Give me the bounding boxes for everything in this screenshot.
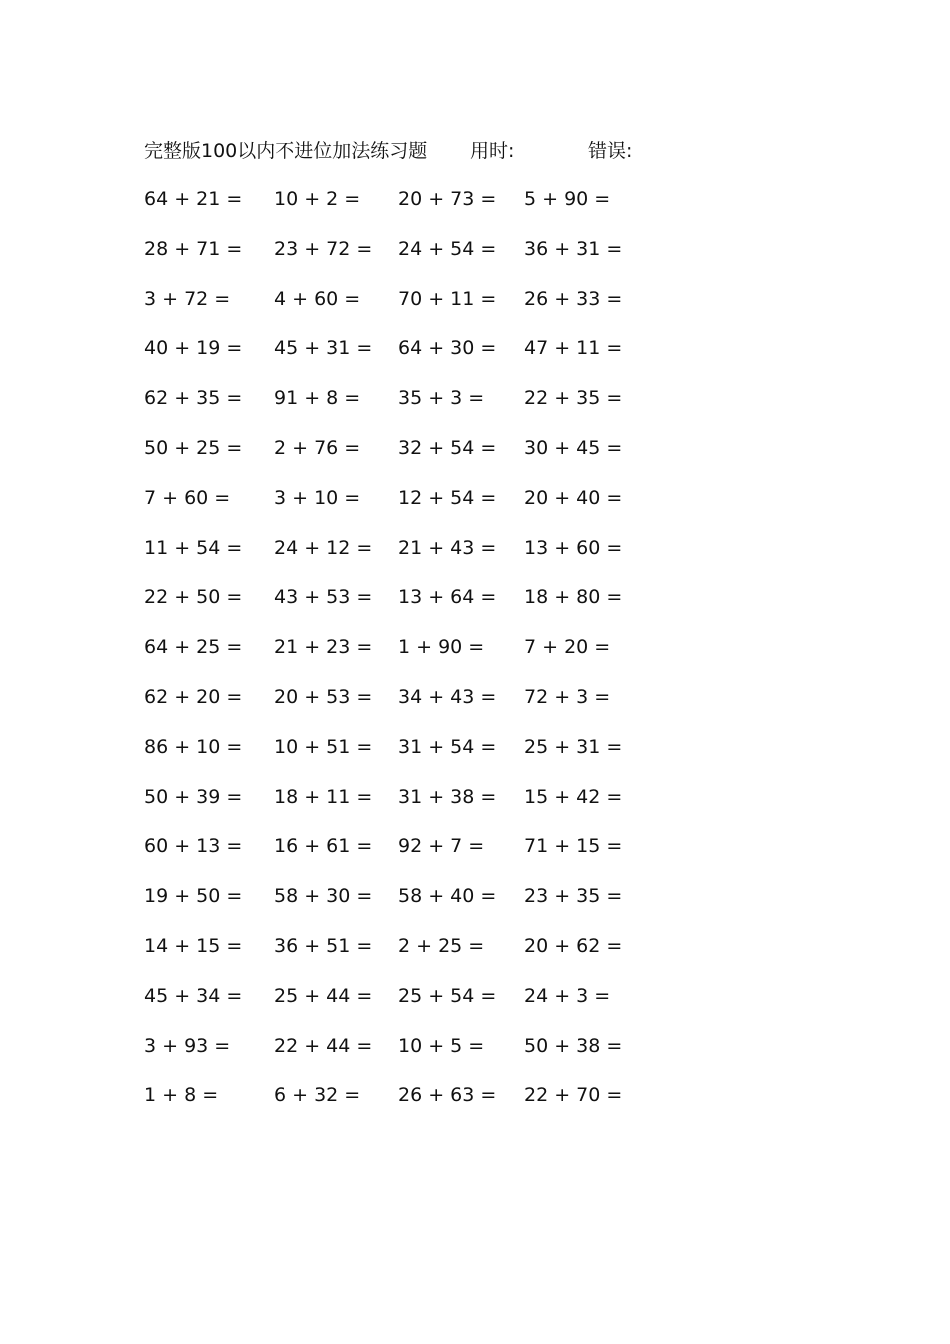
addition-problem: 18 + 11 =: [274, 785, 373, 808]
addition-problem: 22 + 70 =: [524, 1084, 623, 1107]
addition-problem: 2 + 25 =: [398, 934, 485, 957]
addition-problem: 64 + 30 =: [398, 337, 497, 360]
addition-problem: 40 + 19 =: [144, 337, 243, 360]
addition-problem: 47 + 11 =: [524, 337, 623, 360]
worksheet-header: [144, 136, 764, 166]
addition-problem: 50 + 38 =: [524, 1034, 623, 1057]
addition-problem: 64 + 25 =: [144, 636, 243, 659]
addition-problem: 36 + 51 =: [274, 934, 373, 957]
addition-problem: 3 + 93 =: [144, 1034, 231, 1057]
addition-problem: 15 + 42 =: [524, 785, 623, 808]
problem-row: [144, 682, 664, 732]
problem-row: [144, 483, 664, 533]
addition-problem: 7 + 20 =: [524, 636, 611, 659]
addition-problem: 50 + 39 =: [144, 785, 243, 808]
addition-problem: 7 + 60 =: [144, 486, 231, 509]
addition-problem: 22 + 50 =: [144, 586, 243, 609]
problem-row: [144, 433, 664, 483]
problem-grid: [144, 184, 664, 1130]
addition-problem: 5 + 90 =: [524, 188, 611, 210]
addition-problem: 1 + 90 =: [398, 636, 485, 659]
addition-problem: 28 + 71 =: [144, 237, 243, 260]
addition-problem: 24 + 12 =: [274, 536, 373, 559]
addition-problem: 31 + 54 =: [398, 735, 497, 758]
addition-problem: 10 + 2 =: [274, 188, 361, 210]
time-label: 用时:: [470, 140, 515, 162]
addition-problem: 21 + 43 =: [398, 536, 497, 559]
addition-problem: 58 + 40 =: [398, 885, 497, 908]
addition-problem: 70 + 11 =: [398, 287, 497, 310]
problem-row: [144, 632, 664, 682]
addition-problem: 26 + 33 =: [524, 287, 623, 310]
addition-problem: 13 + 60 =: [524, 536, 623, 559]
addition-problem: 21 + 23 =: [274, 636, 373, 659]
addition-problem: 20 + 53 =: [274, 685, 373, 708]
addition-problem: 12 + 54 =: [398, 486, 497, 509]
addition-problem: 43 + 53 =: [274, 586, 373, 609]
problem-row: [144, 533, 664, 583]
problem-row: [144, 234, 664, 284]
problem-row: [144, 881, 664, 931]
addition-problem: 32 + 54 =: [398, 436, 497, 459]
addition-problem: 25 + 44 =: [274, 984, 373, 1007]
addition-problem: 4 + 60 =: [274, 287, 361, 310]
addition-problem: 35 + 3 =: [398, 387, 485, 410]
problem-row: [144, 931, 664, 981]
addition-problem: 60 + 13 =: [144, 835, 243, 858]
addition-problem: 50 + 25 =: [144, 436, 243, 459]
addition-problem: 30 + 45 =: [524, 436, 623, 459]
addition-problem: 22 + 35 =: [524, 387, 623, 410]
addition-problem: 1 + 8 =: [144, 1084, 219, 1107]
addition-problem: 26 + 63 =: [398, 1084, 497, 1107]
error-label: 错误:: [588, 140, 633, 162]
addition-problem: 45 + 34 =: [144, 984, 243, 1007]
worksheet-title: 完整版100以内不进位加法练习题: [144, 140, 428, 162]
addition-problem: 20 + 62 =: [524, 934, 623, 957]
addition-problem: 2 + 76 =: [274, 436, 361, 459]
addition-problem: 45 + 31 =: [274, 337, 373, 360]
addition-problem: 36 + 31 =: [524, 237, 623, 260]
addition-problem: 13 + 64 =: [398, 586, 497, 609]
addition-problem: 10 + 5 =: [398, 1034, 485, 1057]
problem-row: [144, 582, 664, 632]
problem-row: [144, 732, 664, 782]
addition-problem: 16 + 61 =: [274, 835, 373, 858]
addition-problem: 25 + 54 =: [398, 984, 497, 1007]
problem-row: [144, 284, 664, 334]
problem-row: [144, 383, 664, 433]
addition-problem: 86 + 10 =: [144, 735, 243, 758]
addition-problem: 23 + 35 =: [524, 885, 623, 908]
addition-problem: 62 + 20 =: [144, 685, 243, 708]
addition-problem: 62 + 35 =: [144, 387, 243, 410]
problem-row: [144, 1031, 664, 1081]
problem-row: [144, 184, 664, 234]
addition-problem: 71 + 15 =: [524, 835, 623, 858]
addition-problem: 11 + 54 =: [144, 536, 243, 559]
addition-problem: 24 + 54 =: [398, 237, 497, 260]
addition-problem: 72 + 3 =: [524, 685, 611, 708]
addition-problem: 14 + 15 =: [144, 934, 243, 957]
addition-problem: 25 + 31 =: [524, 735, 623, 758]
problem-row: [144, 333, 664, 383]
problem-row: [144, 831, 664, 881]
problem-row: [144, 1080, 664, 1130]
addition-problem: 31 + 38 =: [398, 785, 497, 808]
addition-problem: 3 + 10 =: [274, 486, 361, 509]
addition-problem: 20 + 40 =: [524, 486, 623, 509]
addition-problem: 92 + 7 =: [398, 835, 485, 858]
addition-problem: 19 + 50 =: [144, 885, 243, 908]
addition-problem: 18 + 80 =: [524, 586, 623, 609]
addition-problem: 6 + 32 =: [274, 1084, 361, 1107]
addition-problem: 3 + 72 =: [144, 287, 231, 310]
addition-problem: 20 + 73 =: [398, 188, 497, 210]
addition-problem: 23 + 72 =: [274, 237, 373, 260]
addition-problem: 22 + 44 =: [274, 1034, 373, 1057]
addition-problem: 34 + 43 =: [398, 685, 497, 708]
addition-problem: 10 + 51 =: [274, 735, 373, 758]
addition-problem: 64 + 21 =: [144, 188, 243, 210]
addition-problem: 24 + 3 =: [524, 984, 611, 1007]
addition-problem: 58 + 30 =: [274, 885, 373, 908]
problem-row: [144, 981, 664, 1031]
problem-row: [144, 782, 664, 832]
addition-problem: 91 + 8 =: [274, 387, 361, 410]
